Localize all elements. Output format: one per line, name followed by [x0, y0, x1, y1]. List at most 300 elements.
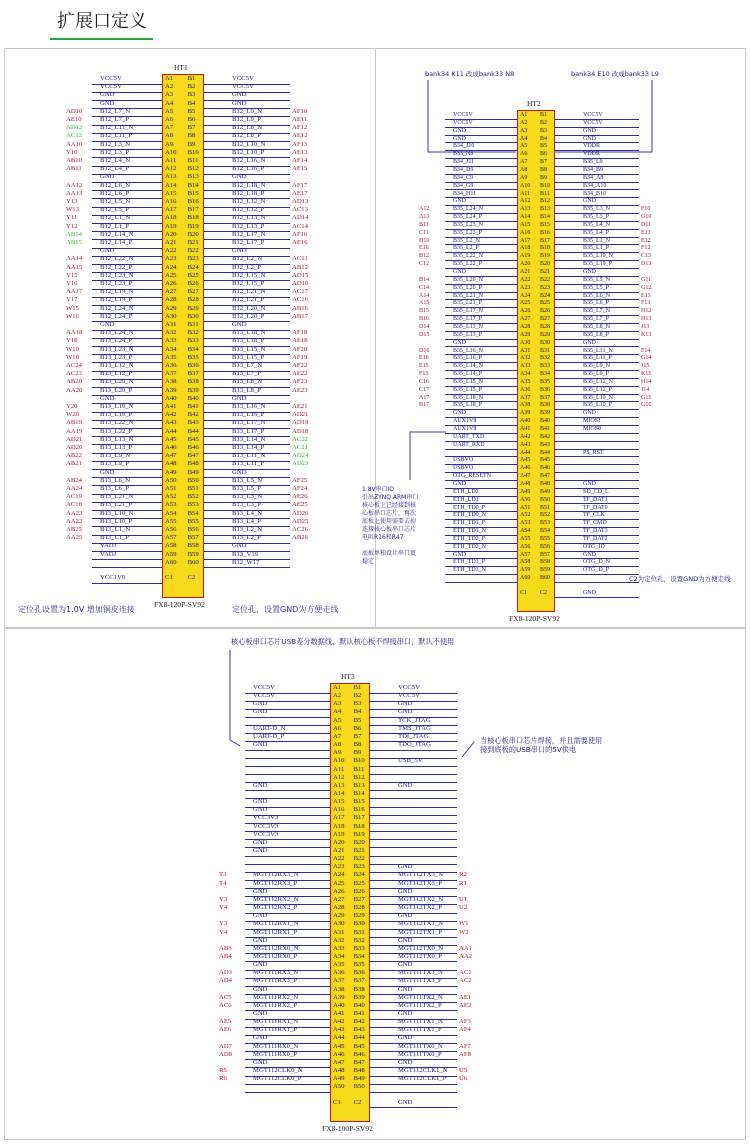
fpga-pin: AB15 — [66, 239, 82, 246]
pin-label: B27 — [187, 288, 199, 296]
pin-label: A10 — [520, 182, 531, 189]
pin-label: B51 — [187, 485, 199, 492]
signal-name: B12_L5_P — [100, 206, 129, 214]
fpga-pin: AB19 — [66, 419, 82, 427]
signal-name: B35_L22_P — [453, 261, 483, 268]
fpga-pin: AF25 — [292, 476, 308, 484]
pin-label: B44 — [187, 427, 199, 435]
signal-name: B12_L2_N — [232, 255, 263, 263]
signal-name: B35_L10_P — [583, 402, 613, 409]
fpga-pin: A14 — [419, 292, 430, 299]
pin-label: A59 — [165, 550, 177, 558]
signal-name: B12_L23_P — [100, 280, 133, 287]
fpga-pin: Y20 — [66, 403, 78, 410]
signal-name: B12_L8_N — [232, 124, 263, 132]
signal-name: MGT112RX1_N — [253, 920, 299, 928]
signal-name: B35_L23_P — [453, 229, 483, 236]
fpga-pin: AB26 — [292, 534, 308, 542]
signal-name: B35_L1_N — [583, 237, 610, 244]
signal-name: MGT111RX3_P — [253, 977, 298, 985]
pin-label: A24 — [333, 871, 345, 879]
signal-name: B12_L5_N — [100, 198, 131, 205]
pin-label: B32 — [353, 936, 365, 944]
signal-name: B35_L9_N — [583, 363, 610, 370]
pin-label: B38 — [353, 985, 365, 993]
signal-name: MGT111TX1_P — [398, 1026, 442, 1034]
pin-label: A31 — [333, 928, 345, 936]
pin-label: A31 — [520, 347, 531, 354]
fpga-pin: AD10 — [66, 107, 83, 115]
pin-label: A1 — [520, 112, 528, 118]
signal-name: B35_L13_N — [453, 323, 483, 330]
signal-name: B35_L5_N — [583, 276, 610, 283]
pin-label: B4 — [353, 708, 362, 716]
signal-name: GND — [583, 480, 596, 487]
pin-label: B31 — [540, 347, 551, 354]
fpga-pin: E13 — [641, 292, 651, 299]
pin-label: A53 — [520, 520, 531, 527]
pin-label: A29 — [333, 912, 345, 920]
pin-label: B35 — [187, 353, 199, 361]
pin-label: A15 — [165, 189, 177, 197]
pin-label: B56 — [187, 526, 199, 533]
pin-label: A23 — [165, 255, 177, 263]
signal-name: GND — [453, 198, 466, 205]
fpga-pin: AB16 — [292, 304, 308, 312]
signal-name: B35_L16_N — [453, 347, 483, 354]
signal-name: MGT112CLK1_P — [398, 1075, 447, 1083]
signal-name: GND — [398, 1058, 413, 1066]
signal-name: B13_L14_N — [232, 435, 266, 443]
pin-label: A38 — [165, 378, 177, 386]
pin-label: B24 — [187, 263, 199, 271]
signal-name: VDDR — [583, 143, 601, 150]
signal-name: VCC3V3 — [253, 830, 279, 838]
signal-name: B12_L23_N — [100, 271, 134, 279]
signal-name: USBVO — [453, 465, 474, 472]
fpga-pin: Y12 — [66, 222, 78, 230]
signal-name: B35_L19_N — [583, 253, 613, 260]
pin-label: A45 — [520, 457, 531, 464]
pin-label: B5 — [353, 716, 362, 724]
pin-label: A53 — [165, 501, 177, 509]
note-usb5v: 当核心板串口芯片焊接，并且需要使用 — [480, 736, 603, 745]
pin-label: A12 — [333, 773, 345, 781]
signal-name: B35_L7_P — [583, 316, 610, 323]
pin-label: A56 — [520, 543, 531, 550]
signal-name: B13_L18_P — [232, 337, 265, 345]
pin-label: A2 — [520, 119, 528, 126]
pin-label: A57 — [520, 551, 531, 558]
pin-label: B42 — [353, 1018, 365, 1026]
fpga-pin: AA22 — [66, 517, 83, 525]
pin-label: B25 — [353, 879, 365, 887]
pin-label: B30 — [540, 339, 551, 346]
pin-label: A9 — [333, 749, 342, 757]
pin-label: B28 — [540, 323, 551, 330]
fpga-pin: Y18 — [66, 337, 78, 345]
signal-name: GND — [253, 887, 268, 895]
signal-name: PS_RST — [583, 449, 604, 456]
signal-name: B12_L17_N — [232, 230, 266, 238]
signal-name: B35_L3_N — [583, 206, 610, 213]
signal-name: B13_L17_P — [232, 427, 265, 435]
pin-label: B40 — [353, 1001, 365, 1009]
signal-name: B12_L18_N — [232, 181, 266, 189]
pin-label: B5 — [540, 143, 548, 150]
pin-label: A43 — [333, 1026, 345, 1034]
signal-name: MIOS0 — [583, 426, 602, 432]
signal-name: B12_L4_N — [100, 157, 131, 164]
signal-name: GND — [583, 590, 596, 597]
fpga-pin: AE16 — [292, 239, 308, 246]
signal-name: GND — [453, 551, 466, 558]
pin-label: A13 — [520, 206, 531, 213]
fpga-pin: AA20 — [66, 386, 83, 394]
fpga-pin: B15 — [419, 308, 430, 315]
pin-label: A27 — [333, 895, 345, 903]
note-uart: 底板上使用需要去掉 — [362, 518, 417, 525]
fpga-pin: F12 — [641, 245, 651, 252]
fpga-pin: AE12 — [292, 132, 308, 140]
fpga-pin: D14 — [419, 323, 430, 330]
pin-label: B27 — [353, 895, 365, 903]
pin-label: A39 — [333, 993, 345, 1001]
fpga-pin: AA23 — [66, 509, 83, 517]
signal-name: OTG_D_N — [583, 559, 610, 566]
signal-name: MGT111TX3_P — [398, 977, 442, 985]
pin-label: A26 — [165, 280, 177, 287]
pin-label: B46 — [540, 465, 551, 472]
signal-name: B12_L19_P — [100, 296, 133, 304]
fpga-pin: AA25 — [66, 534, 83, 542]
pin-label: A17 — [165, 206, 177, 214]
signal-name: B13_L22_N — [100, 419, 134, 427]
pin-label: B47 — [187, 452, 199, 460]
signal-name: B12_L1_P — [100, 222, 129, 230]
signal-name: B12_L4_P — [100, 165, 129, 173]
signal-name: GND — [398, 887, 413, 895]
pin-label: A9 — [165, 140, 174, 148]
pin-label: B50 — [187, 476, 199, 484]
signal-name: B34_B10 — [583, 190, 607, 197]
fpga-pin: D15 — [419, 331, 430, 338]
pin-label: B6 — [540, 151, 548, 158]
pin-label: B2 — [187, 83, 196, 91]
pin-label: A43 — [520, 441, 531, 448]
pin-label: A30 — [165, 312, 177, 320]
fpga-pin: E10 — [419, 245, 429, 252]
pin-label: A29 — [520, 331, 531, 338]
pin-label: B40 — [540, 418, 551, 425]
signal-name: B13_L17_N — [232, 419, 266, 427]
signal-name: B13_L16_N — [232, 403, 266, 410]
pin-label: A52 — [165, 493, 177, 501]
pin-label: B15 — [353, 798, 365, 806]
signal-name: TF_DAT3 — [583, 528, 608, 535]
signal-name: USB_5V — [398, 757, 423, 765]
pin-label: A45 — [165, 435, 177, 443]
fpga-pin: W13 — [66, 206, 79, 214]
pin-label: C1 — [520, 590, 528, 597]
signal-name: B13_L7_N — [232, 362, 263, 369]
signal-name: GND — [232, 99, 247, 107]
signal-name: B35_L14_N — [453, 363, 483, 370]
signal-name: B35_L18_P — [453, 402, 483, 409]
signal-name: GND — [398, 912, 413, 920]
fpga-pin: AD13 — [292, 198, 309, 205]
pin-label: A40 — [333, 1001, 345, 1009]
pin-label: B50 — [353, 1083, 365, 1091]
pin-label: B52 — [187, 493, 199, 501]
signal-name: B13_L24_P — [100, 337, 133, 345]
pin-label: C1 — [165, 574, 173, 582]
note-uart: 核心板上已经接到核 — [362, 502, 417, 509]
fpga-pin: AD21 — [66, 435, 83, 443]
signal-name: B34_B9 — [583, 166, 604, 173]
pin-label: B36 — [187, 362, 199, 369]
fpga-pin: AC6 — [219, 1001, 232, 1009]
signal-name: GND — [583, 339, 596, 346]
pin-label: B21 — [187, 239, 199, 246]
fpga-pin: AB25 — [66, 526, 82, 533]
fpga-pin: AB17 — [292, 312, 308, 320]
signal-name: B12_L20_P — [232, 312, 265, 320]
pin-label: A33 — [333, 944, 345, 952]
signal-name: B35_L8_P — [583, 331, 610, 338]
fpga-pin: A12 — [419, 206, 430, 213]
signal-name: VCC5V — [398, 692, 420, 700]
pin-label: A44 — [333, 1034, 345, 1042]
pin-label: B59 — [540, 567, 551, 574]
pin-label: A45 — [333, 1042, 345, 1050]
pin-label: A3 — [165, 91, 174, 99]
pin-label: B36 — [353, 969, 365, 977]
signal-name: B13_L13_P — [100, 444, 133, 451]
signal-name: MGT112RX2_N — [253, 895, 299, 903]
signal-name: MGT111TX1_N — [398, 1018, 443, 1026]
pin-label: A57 — [165, 534, 177, 542]
pin-label: A50 — [520, 496, 531, 503]
pin-label: A18 — [165, 214, 177, 222]
signal-name: B35_L16_P — [453, 355, 483, 362]
pin-label: B4 — [540, 135, 548, 142]
signal-name: MIOS1 — [583, 418, 602, 425]
pin-label: B34 — [540, 371, 551, 378]
signal-name: B12_L16_N — [232, 157, 266, 164]
fpga-pin: AF17 — [292, 181, 308, 189]
fpga-pin: AC14 — [292, 222, 308, 230]
pin-label: B13 — [353, 781, 365, 789]
fpga-pin: AE23 — [292, 386, 308, 394]
signal-name: VCC5V — [100, 75, 122, 82]
pin-label: B21 — [540, 269, 551, 275]
pin-label: A6 — [333, 724, 342, 732]
fpga-pin: AB3 — [219, 944, 232, 952]
signal-name: ETH_TD1_N — [453, 528, 486, 535]
pin-label: A46 — [333, 1050, 345, 1058]
pin-label: A18 — [333, 822, 345, 830]
pin-label: A41 — [520, 426, 531, 432]
signal-name: GND — [100, 394, 115, 402]
pin-label: A17 — [333, 814, 345, 822]
pin-label: B46 — [353, 1050, 365, 1058]
signal-name: MGT112RX1_P — [253, 928, 298, 936]
signal-name: GND — [253, 936, 268, 944]
fpga-pin: C11 — [419, 229, 429, 236]
fpga-pin: G15 — [641, 394, 652, 401]
pin-label: A23 — [520, 284, 531, 291]
pin-label: B29 — [187, 304, 199, 312]
pin-label: B18 — [353, 822, 365, 830]
signal-name: OTG_D_P — [583, 567, 610, 574]
signal-name: GND — [253, 798, 268, 806]
signal-name: GND — [100, 91, 115, 99]
fpga-pin: F10 — [641, 206, 651, 213]
pin-label: A48 — [333, 1067, 345, 1075]
pin-label: B37 — [187, 370, 199, 378]
fpga-pin: AF24 — [292, 485, 308, 492]
fpga-pin: W18 — [66, 353, 79, 361]
pin-label: A49 — [333, 1075, 345, 1083]
fpga-pin: D11 — [641, 221, 652, 228]
signal-name: ETH_LD2 — [453, 488, 479, 495]
signal-name: B12_L21_N — [232, 288, 266, 296]
signal-name: B12_L20_N — [232, 304, 266, 312]
fpga-pin: AF12 — [292, 124, 308, 132]
pin-label: B30 — [187, 312, 199, 320]
pin-label: A39 — [520, 410, 531, 417]
pin-label: A47 — [333, 1058, 345, 1066]
pin-label: B11 — [187, 157, 199, 164]
pin-label: B39 — [187, 386, 199, 394]
fpga-pin: AC24 — [66, 362, 82, 369]
pin-label: A54 — [520, 528, 531, 535]
connector-name-ht1: HT1 — [174, 63, 188, 72]
pin-label: B25 — [187, 271, 199, 279]
fpga-pin: Y16 — [66, 280, 78, 287]
fpga-pin: W19 — [66, 345, 79, 353]
signal-name: B13_L9_N — [100, 452, 131, 460]
fpga-pin: H12 — [641, 308, 652, 315]
fpga-pin: AE22 — [292, 370, 308, 378]
signal-name: GND — [398, 961, 413, 969]
pin-label: A50 — [165, 476, 177, 484]
signal-name: MGT111TX3_N — [398, 969, 443, 977]
pin-label: B8 — [540, 166, 548, 173]
signal-name: SD_CD_L — [583, 488, 609, 495]
pin-label: A40 — [520, 418, 531, 425]
fpga-pin: D13 — [641, 261, 652, 268]
signal-name: MGT112RX0_P — [253, 952, 298, 960]
fpga-pin: H13 — [641, 316, 652, 323]
pin-label: A14 — [165, 181, 177, 189]
signal-name: MGT111RX0_N — [253, 1042, 299, 1050]
fpga-pin: AF4 — [459, 1026, 471, 1034]
pin-label: C2 — [187, 574, 196, 582]
pin-label: B7 — [353, 732, 362, 740]
signal-name: MGT111RX2_P — [253, 1001, 298, 1009]
signal-name: GND — [253, 1010, 268, 1017]
pin-label: B31 — [187, 321, 199, 328]
pin-label: B44 — [540, 449, 551, 456]
fpga-pin: U5 — [459, 1067, 468, 1075]
pin-label: A8 — [333, 741, 342, 749]
pin-label: A9 — [520, 174, 528, 181]
pin-label: B33 — [353, 944, 365, 952]
fpga-pin: AA13 — [66, 189, 83, 197]
signal-name: B13_L3_P — [232, 501, 261, 509]
signal-name: B35_L24_N — [453, 206, 483, 213]
pin-label: A30 — [333, 920, 345, 928]
pin-label: A17 — [520, 237, 531, 244]
signal-name: GND — [100, 99, 115, 107]
pin-label: A16 — [520, 229, 531, 236]
signal-name: GND — [100, 321, 115, 328]
pin-label: B60 — [187, 558, 199, 566]
fpga-pin: E16 — [419, 355, 429, 362]
signal-name: B35_L5_P — [583, 284, 610, 291]
pin-label: A32 — [333, 936, 345, 944]
pin-label: B60 — [540, 575, 551, 582]
pin-label: A33 — [520, 363, 531, 370]
pin-label: A35 — [520, 378, 531, 385]
signal-name: B13_L16_P — [232, 411, 265, 419]
fpga-pin: W2 — [459, 928, 469, 936]
fpga-pin: R2 — [459, 871, 467, 879]
pin-label: A20 — [520, 261, 531, 268]
signal-name: MGT112TX1_N — [398, 920, 444, 928]
signal-name: ETH_TD2_P — [453, 535, 485, 542]
pin-label: A2 — [333, 692, 342, 700]
pin-label: B1 — [353, 684, 362, 691]
pin-label: A18 — [520, 245, 531, 252]
signal-name: B35_L22_N — [453, 253, 483, 260]
pin-label: A14 — [520, 214, 531, 221]
signal-name: B12_L22_P — [100, 263, 133, 271]
signal-name: B13_L18_N — [232, 329, 266, 337]
pin-label: B47 — [540, 473, 551, 480]
pin-label: A11 — [520, 190, 531, 197]
signal-name: B35_L20_N — [453, 276, 483, 283]
pin-label: A12 — [165, 165, 177, 173]
pin-label: A46 — [165, 444, 177, 451]
signal-name: B12_L9_N — [232, 107, 263, 115]
fpga-pin: V4 — [219, 904, 228, 912]
pin-label: B40 — [187, 394, 199, 402]
signal-name: GND — [253, 1034, 268, 1042]
signal-name: B35_L21_N — [453, 292, 483, 299]
pin-label: A26 — [333, 887, 345, 895]
fpga-pin: AC17 — [292, 288, 308, 296]
pin-label: A32 — [165, 329, 177, 337]
pin-label: C1 — [333, 1098, 341, 1106]
fpga-pin: AF13 — [292, 140, 308, 148]
signal-name: B13_L4_P — [232, 517, 261, 525]
signal-name: B35_L12_P — [583, 386, 613, 393]
pin-label: A44 — [165, 427, 177, 435]
pin-label: B20 — [353, 838, 365, 846]
fpga-pin: A15 — [419, 300, 430, 307]
pin-label: B14 — [353, 789, 365, 797]
fpga-pin: B17 — [419, 402, 430, 409]
signal-name: B35_L20_P — [453, 284, 483, 291]
pin-label: B21 — [353, 847, 365, 854]
fpga-pin: H14 — [641, 378, 652, 385]
signal-name: MGT112TX1_P — [398, 928, 442, 936]
arrow-k11 — [428, 80, 516, 152]
note-uart: 稳定 — [362, 558, 375, 565]
